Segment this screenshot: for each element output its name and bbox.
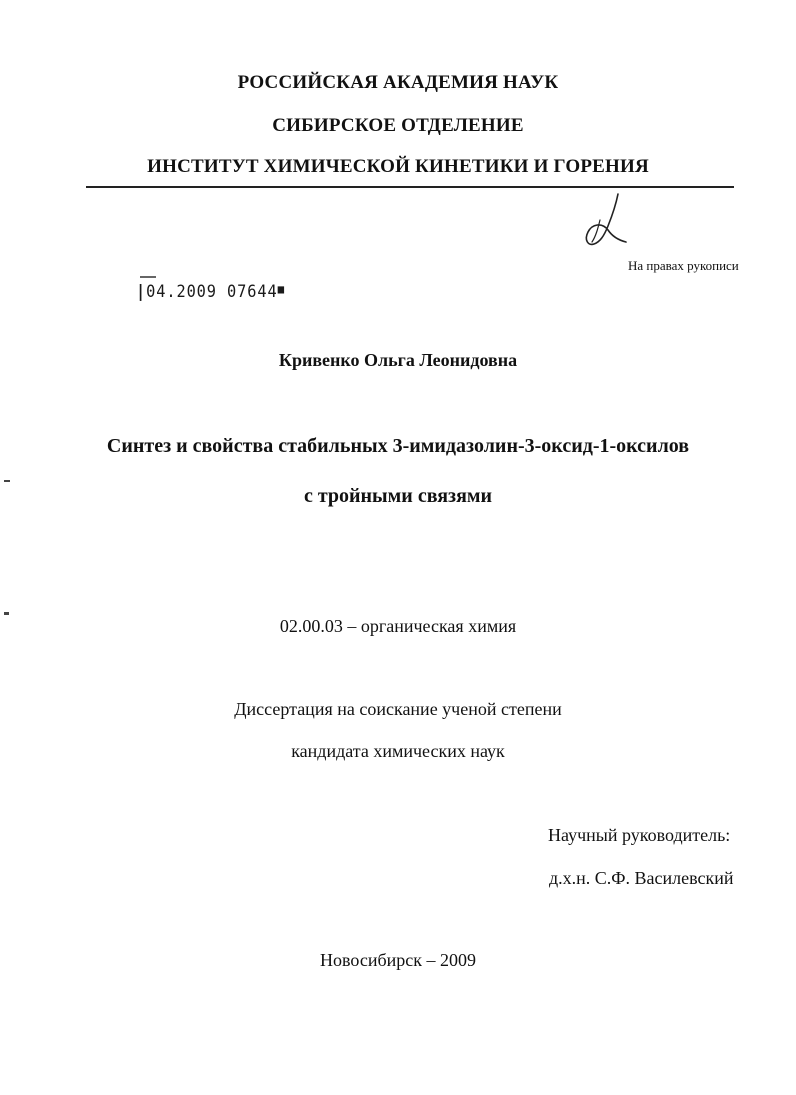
specialty-code: 02.00.03 – органическая химия bbox=[279, 616, 517, 636]
archive-stamp-number: |04.2009 07644■ bbox=[136, 282, 285, 302]
header-branch: СИБИРСКОЕ ОТДЕЛЕНИЕ bbox=[272, 115, 524, 136]
header-divider bbox=[86, 186, 734, 188]
archive-stamp-text: 04.2009 07644 bbox=[146, 282, 278, 302]
degree-line1: Диссертация на соискание ученой степени bbox=[234, 699, 562, 719]
degree-line2: кандидата химических наук bbox=[291, 741, 505, 761]
supervisor-name: д.х.н. С.Ф. Василевский bbox=[549, 868, 734, 888]
author-name: Кривенко Ольга Леонидовна bbox=[278, 350, 518, 370]
supervisor-label: Научный руководитель: bbox=[548, 825, 731, 845]
stamp-tick bbox=[140, 276, 156, 278]
margin-mark bbox=[4, 480, 10, 482]
header-institute: ИНСТИТУТ ХИМИЧЕСКОЙ КИНЕТИКИ И ГОРЕНИЯ bbox=[147, 156, 649, 177]
margin-mark bbox=[4, 612, 9, 615]
manuscript-note: На правах рукописи bbox=[628, 258, 739, 273]
thesis-title-line2: с тройными связями bbox=[303, 485, 493, 507]
header-academy: РОССИЙСКАЯ АКАДЕМИЯ НАУК bbox=[237, 72, 559, 93]
signature-mark bbox=[578, 190, 634, 252]
thesis-title-line1: Синтез и свойства стабильных 3-имидазолин-3-оксид-1-оксилов bbox=[106, 435, 690, 457]
place-year: Новосибирск – 2009 bbox=[320, 950, 476, 970]
